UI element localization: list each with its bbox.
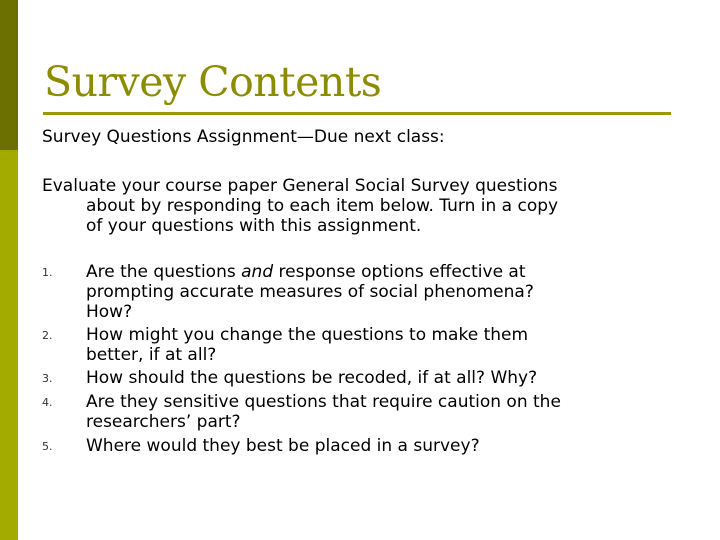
instructions-paragraph [42, 176, 672, 236]
item-text-emphasis: and [241, 262, 274, 282]
title-underline [43, 112, 671, 115]
item-text-line: Are they sensitive questions that require caution on the [86, 392, 561, 412]
item-text-segment: Are the questions [86, 262, 242, 282]
item-text-line: How should the questions be recoded, if at all? Why? [86, 368, 538, 388]
item-text-line: researchers’ part? [86, 412, 241, 432]
slide-title: Survey Contents [44, 58, 382, 106]
side-accent-bar-lower [0, 152, 18, 540]
item-text-line: Where would they best be placed in a survey? [86, 436, 480, 456]
item-text-line: prompting accurate measures of social phenomena? [86, 282, 534, 302]
item-number: 1. [42, 266, 53, 279]
item-text-line: How? [86, 302, 133, 322]
item-text-line: How might you change the questions to make them [86, 325, 529, 345]
item-text-line: better, if at all? [86, 345, 217, 365]
item-number: 3. [42, 372, 53, 385]
item-text-segment: response options effective at [273, 262, 526, 282]
instructions-line-3: of your questions with this assignment. [86, 216, 422, 236]
instructions-line-1: Evaluate your course paper General Social Survey questions [42, 176, 558, 196]
item-number: 5. [42, 440, 53, 453]
item-number: 4. [42, 396, 53, 409]
item-number: 2. [42, 329, 53, 342]
item-text-line [86, 262, 526, 282]
assignment-heading: Survey Questions Assignment—Due next class: [42, 127, 445, 147]
side-accent-bar [0, 0, 18, 540]
instructions-line-2: about by responding to each item below. Turn in a copy [86, 196, 559, 216]
